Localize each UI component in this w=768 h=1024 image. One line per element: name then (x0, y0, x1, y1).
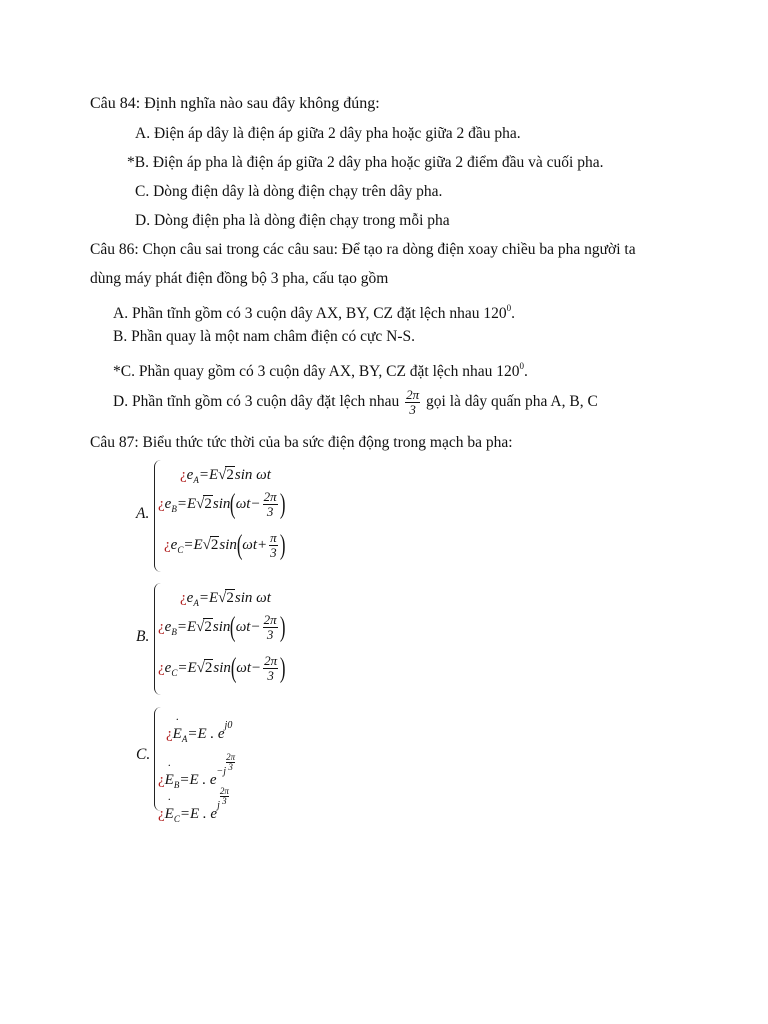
q86-option-c-text: *C. Phần quay gồm có 3 cuộn dây AX, BY, CZ đặt lệch nhau 120 (113, 363, 520, 380)
q87-title: Câu 87: Biểu thức tức thời của ba sức điện động trong mạch ba pha: (90, 434, 513, 451)
q84-option-d: D. Dòng điện pha là dòng điện chạy trong mỗi pha (135, 212, 450, 229)
frac-num: 2π (264, 653, 278, 668)
frac-den: 3 (270, 545, 277, 560)
frac-num: 2π (226, 752, 236, 762)
q87-label-c: C. (136, 746, 151, 763)
mark: ¿ (158, 806, 165, 822)
q86-option-d-fraction (405, 388, 420, 417)
q86-option-a-text: A. Phần tĩnh gồm có 3 cuộn dây AX, BY, CZ đặt lệch nhau 120 (113, 305, 507, 322)
q86-option-d-frac-den: 3 (409, 401, 416, 417)
q86-option-c (113, 356, 528, 382)
mark: ¿ (158, 659, 165, 676)
q86-title-line1: Câu 86: Chọn câu sai trong các câu sau: Để tạo ra dòng điện xoay chiều ba pha người ta (90, 241, 636, 258)
mark: ¿ (158, 495, 165, 512)
q86-option-d-pre: D. Phần tĩnh gồm có 3 cuộn dây đặt lệch nhau (113, 393, 400, 410)
q86-option-d (113, 386, 598, 418)
q86-option-c-degree: 0 (519, 361, 525, 371)
q87-a-eq3: ¿$e_C=E√2\sin(\omega t+$ $\frac{\pi}{3}$ ) (164, 529, 286, 561)
q86-option-c-end: . (524, 363, 528, 380)
q84-option-c: C. Dòng điện dây là dòng điện chạy trên dây pha. (135, 183, 443, 200)
frac-den: 3 (266, 627, 274, 642)
q87-c-eq1: ¿E · $_A$=E . $e^{j0}$ (166, 712, 233, 744)
mark: ¿ (164, 536, 171, 553)
q87-a-eq2: ¿$e_B=E√2\sin(\omega t-$ $\frac{2\pi}{3}$ ) (158, 488, 286, 520)
frac-num: π (270, 530, 277, 545)
q84-option-b: *B. Điện áp pha là điện áp giữa 2 dây pha hoặc giữa 2 điểm đầu và cuối pha. (127, 154, 604, 171)
mark: ¿ (166, 726, 173, 742)
q86-option-d-frac-num: 2π (406, 386, 420, 402)
mark: ¿ (180, 590, 187, 606)
q87-c-eq3: ¿E · $_C$=E . $e^j$ $\frac{2\pi}{3}$ (158, 786, 229, 824)
q87-b-eq1: ¿$e_A=E√2\sin$ ωt (180, 590, 271, 608)
q84-option-a: A. Điện áp dây là điện áp giữa 2 dây pha hoặc giữa 2 đầu pha. (135, 125, 521, 142)
frac-den: 3 (266, 504, 274, 519)
q86-option-a-end: . (511, 305, 516, 322)
q84-title: Câu 84: Định nghĩa nào sau đây không đúng: (90, 95, 380, 112)
q86-option-b: B. Phần quay là một nam châm điện có cực N-S. (113, 328, 415, 345)
mark: ¿ (158, 772, 165, 788)
q87-c-eq2: ¿E · $_B$=E . $e^{-j}$ $\frac{2\pi}{3}$ (158, 752, 236, 790)
frac-den: 3 (222, 796, 227, 806)
q87-a-eq1: ¿$e_A=E√2\sin$ ωt (180, 467, 271, 485)
q87-label-a: A. (136, 505, 150, 522)
frac-den: 3 (267, 668, 274, 683)
q86-title-line2: dùng máy phát điện đồng bộ 3 pha, cấu tạo gồm (90, 270, 389, 287)
q87-label-b: B. (136, 628, 150, 645)
mark: ¿ (180, 467, 187, 483)
q87-b-eq3: ¿$e_C=E√2\sin(\omega t-$ $\frac{2\pi}{3}$ ) (158, 652, 286, 684)
q86-option-a-degree: 0 (506, 303, 512, 313)
mark: ¿ (158, 618, 165, 635)
frac-den: 3 (228, 762, 233, 772)
q87-b-eq2: ¿$e_B=E√2\sin(\omega t-$ $\frac{2\pi}{3}$ ) (158, 611, 286, 643)
frac-num: 2π (263, 612, 277, 627)
q86-option-d-post: gọi là dây quấn pha A, B, C (426, 393, 598, 410)
frac-num: 2π (219, 786, 229, 796)
frac-num: 2π (263, 489, 277, 504)
q86-option-a (113, 298, 515, 324)
